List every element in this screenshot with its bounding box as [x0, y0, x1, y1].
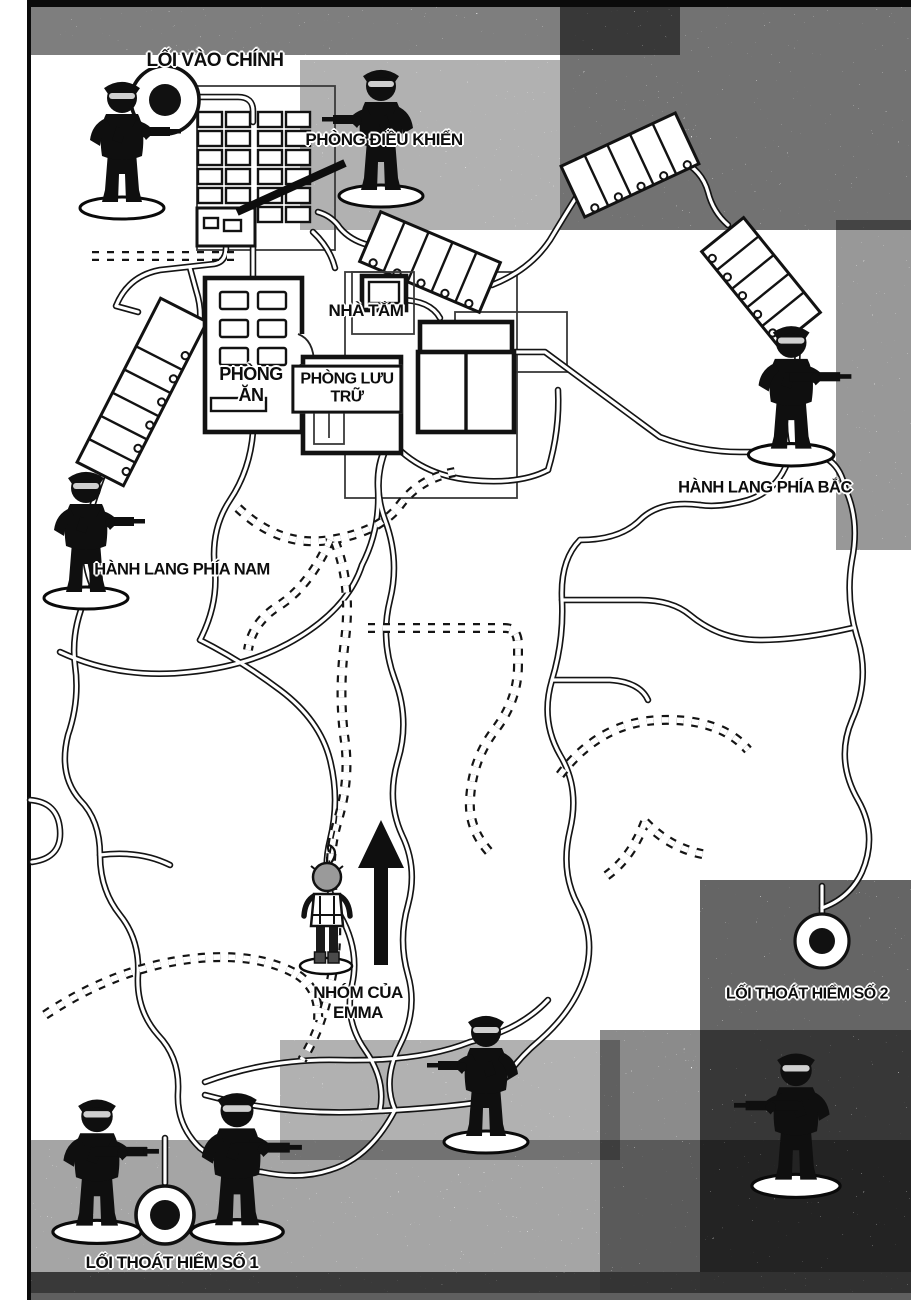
label-main-entrance: LỐI VÀO CHÍNH — [146, 49, 284, 71]
label-storage-room: PHÒNG LƯU TRỮ — [291, 365, 402, 414]
label-exit-1: LỐI THOÁT HIỂM SỐ 1 — [85, 1252, 259, 1272]
exit-2-marker — [795, 914, 849, 968]
cell-block-north-b — [702, 218, 821, 347]
label-bathroom: NHÀ TẮM — [328, 300, 404, 320]
soldier-south-corridor — [44, 473, 145, 609]
emma-figure — [300, 845, 352, 974]
label-north-corridor: HÀNH LANG PHÍA BẮC — [678, 478, 852, 497]
label-south-corridor: HÀNH LANG PHÍA NAM — [94, 560, 270, 579]
direction-arrow-up — [358, 820, 404, 965]
cell-block-south — [77, 298, 207, 486]
soldier-north-corridor — [748, 327, 851, 466]
label-control-room: PHÒNG ĐIỀU KHIỂN — [305, 129, 463, 149]
label-exit-2: LỐI THOÁT HIỂM SỐ 2 — [725, 985, 889, 1003]
exit-1-marker — [136, 1186, 194, 1244]
cell-block-main-entrance — [197, 112, 310, 246]
east-rooms — [418, 322, 514, 432]
label-emma-group: NHÓM CỦA EMMA — [313, 982, 403, 1022]
label-dining-room: PHÒNG ĂN — [219, 363, 283, 405]
